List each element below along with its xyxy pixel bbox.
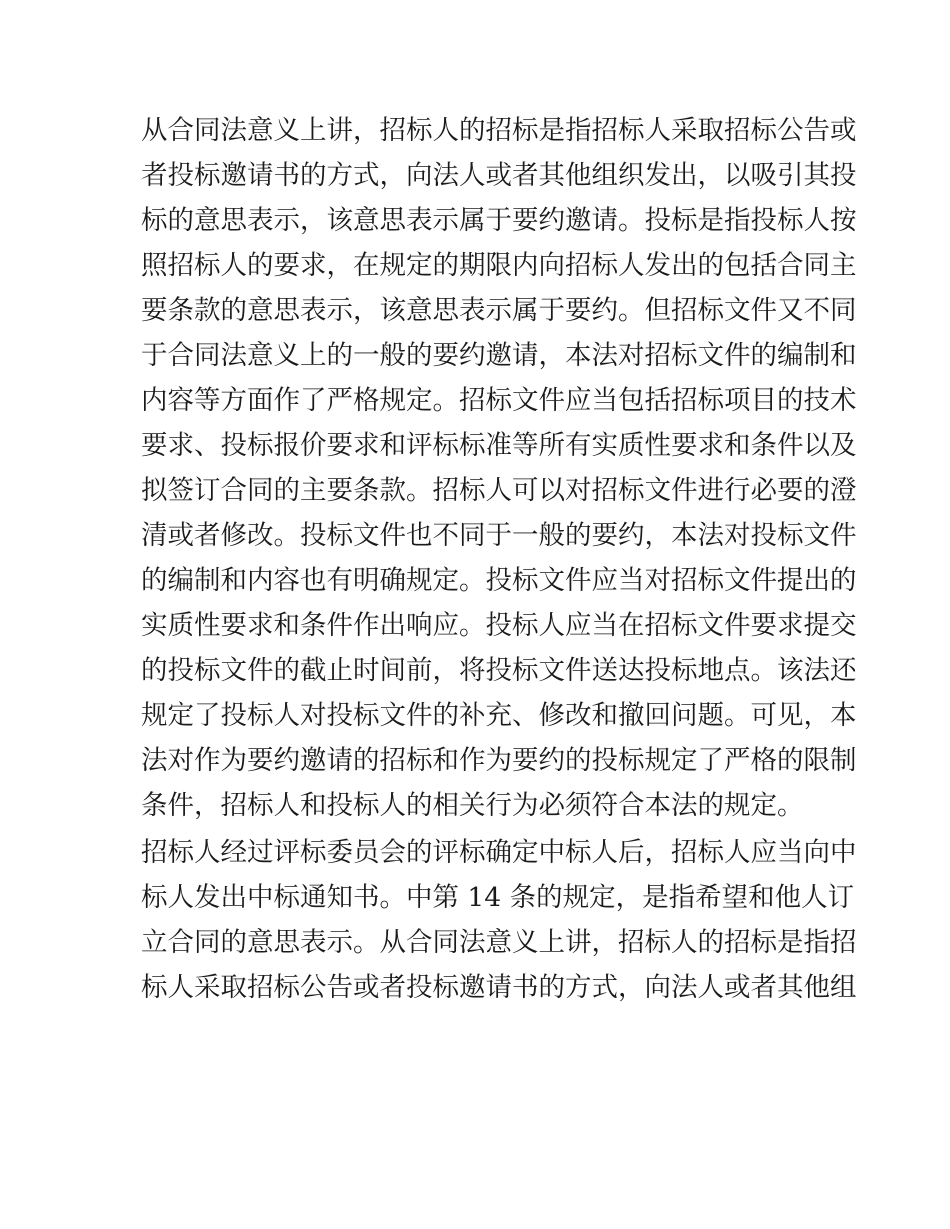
- text-line: 拟签订合同的主要条款。招标人可以对招标文件进行必要的澄: [141, 475, 857, 506]
- text-line: 内容等方面作了严格规定。招标文件应当包括招标项目的技术: [141, 385, 857, 416]
- text-line: 要条款的意思表示，该意思表示属于要约。但招标文件又不同: [141, 295, 857, 326]
- text-line: 标人发出中标通知书。中第 14 条的规定，是指希望和他人订: [141, 882, 855, 913]
- text-line: 规定了投标人对投标文件的补充、修改和撤回问题。可见，本: [141, 700, 857, 731]
- text-line: 的投标文件的截止时间前，将投标文件送达投标地点。该法还: [141, 655, 857, 686]
- text-line: 招标人经过评标委员会的评标确定中标人后，招标人应当向中: [141, 837, 857, 868]
- text-line: 要求、投标报价要求和评标标准等所有实质性要求和条件以及: [141, 430, 857, 461]
- text-line: 的编制和内容也有明确规定。投标文件应当对招标文件提出的: [141, 565, 857, 596]
- text-line: 条件，招标人和投标人的相关行为必须符合本法的规定。: [141, 790, 804, 821]
- document-body: [141, 108, 857, 1010]
- text-line: 实质性要求和条件作出响应。投标人应当在招标文件要求提交: [141, 610, 857, 641]
- text-line: 标人采取招标公告或者投标邀请书的方式，向法人或者其他组: [141, 972, 857, 1003]
- text-line: 法对作为要约邀请的招标和作为要约的投标规定了严格的限制: [141, 745, 857, 776]
- paragraph-1: [141, 108, 857, 828]
- text-line: 标的意思表示，该意思表示属于要约邀请。投标是指投标人按: [141, 205, 857, 236]
- text-line: 从合同法意义上讲，招标人的招标是指招标人采取招标公告或: [141, 115, 857, 146]
- text-line: 者投标邀请书的方式，向法人或者其他组织发出，以吸引其投: [141, 160, 857, 191]
- text-line: 于合同法意义上的一般的要约邀请，本法对招标文件的编制和: [141, 340, 857, 371]
- text-line: 清或者修改。投标文件也不同于一般的要约，本法对投标文件: [141, 520, 857, 551]
- text-line: 立合同的意思表示。从合同法意义上讲，招标人的招标是指招: [141, 927, 857, 958]
- paragraph-2: [141, 830, 857, 1010]
- text-line: 照招标人的要求，在规定的期限内向招标人发出的包括合同主: [141, 250, 857, 281]
